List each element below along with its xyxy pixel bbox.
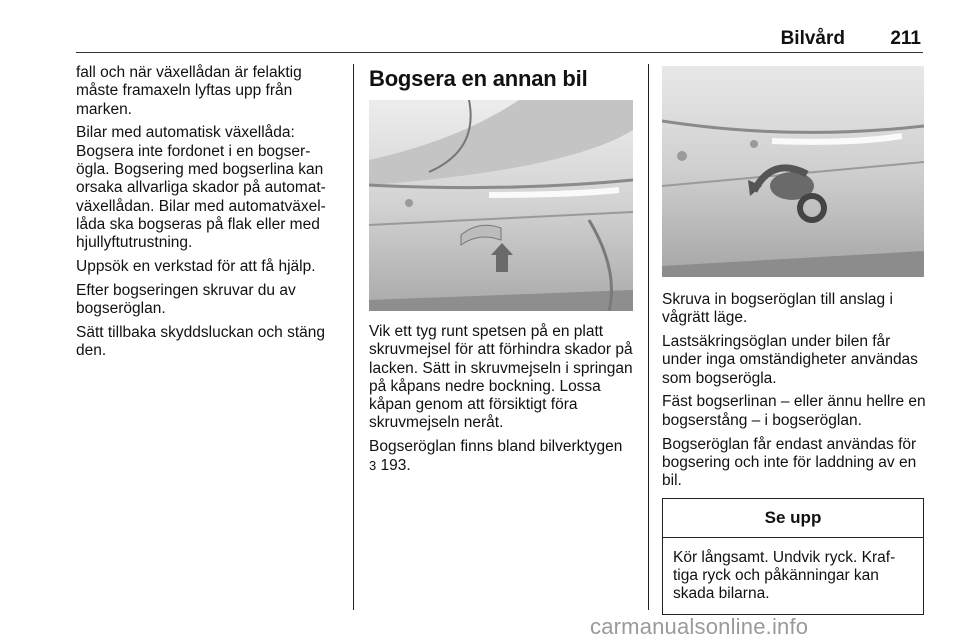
paragraph-text: Bogseröglan finns bland bilverktygen — [369, 438, 623, 456]
column-middle — [369, 66, 635, 480]
caution-box — [662, 498, 924, 614]
tow-eye-photo — [662, 66, 924, 277]
paragraph: Sätt tillbaka skyddsluckan och stäng den. — [76, 323, 325, 360]
page-reference-arrow-icon: 3 — [369, 457, 377, 473]
paragraph: Fäst bogserlinan – eller ännu hellre en bogserstång – i bogseröglan. — [662, 393, 926, 429]
column-divider — [648, 64, 649, 610]
page-header — [76, 28, 923, 53]
paragraph: Vik ett tyg runt spetsen på en platt skruvmejsel för att förhindra skador på lacken. Sätt in skruvmejseln i springan på kåpans nedre bockning. Lossa kåpan genom att försiktigt föra skruvmejseln neråt. — [369, 323, 633, 432]
column-divider — [353, 64, 354, 610]
caution-title: Se upp — [663, 499, 923, 537]
column-right — [662, 66, 926, 615]
column-left — [76, 64, 341, 366]
paragraph: Efter bogseringen skruvar du av bogseröglan. — [76, 281, 296, 318]
paragraph: Bilar med automatisk växellåda: Bogsera inte fordonet i en bogser-ögla. Bogsering med bogserlina kan orsaka allvarliga skador på automat-växellådan. Bilar med automatväxel-låda ska bogseras på flak eller med hjullyftutrustning. — [76, 124, 326, 252]
paragraph: Uppsök en verkstad för att få hjälp. — [76, 257, 316, 275]
page-reference[interactable]: 193. — [380, 456, 411, 474]
page-number: 211 — [890, 28, 921, 49]
watermark: carmanualsonline.info — [590, 614, 809, 639]
paragraph: Lastsäkringsöglan under bilen får under inga omständigheter användas som bogserögla. — [662, 333, 918, 387]
paragraph: Bogseröglan får endast användas för bogsering och inte för laddning av en bil. — [662, 435, 917, 490]
paragraph — [369, 438, 635, 475]
section-heading: Bogsera en annan bil — [369, 66, 588, 91]
caution-body: Kör långsamt. Undvik ryck. Kraf-tiga ryck och påkänningar kan skada bilarna. — [673, 548, 896, 603]
bumper-cover-photo — [369, 100, 633, 311]
section-title: Bilvård — [780, 28, 845, 49]
paragraph: Skruva in bogseröglan till anslag i vågrätt läge. — [662, 291, 893, 327]
paragraph: fall och när växellådan är felaktig måste framaxeln lyftas upp från marken. — [76, 64, 302, 118]
